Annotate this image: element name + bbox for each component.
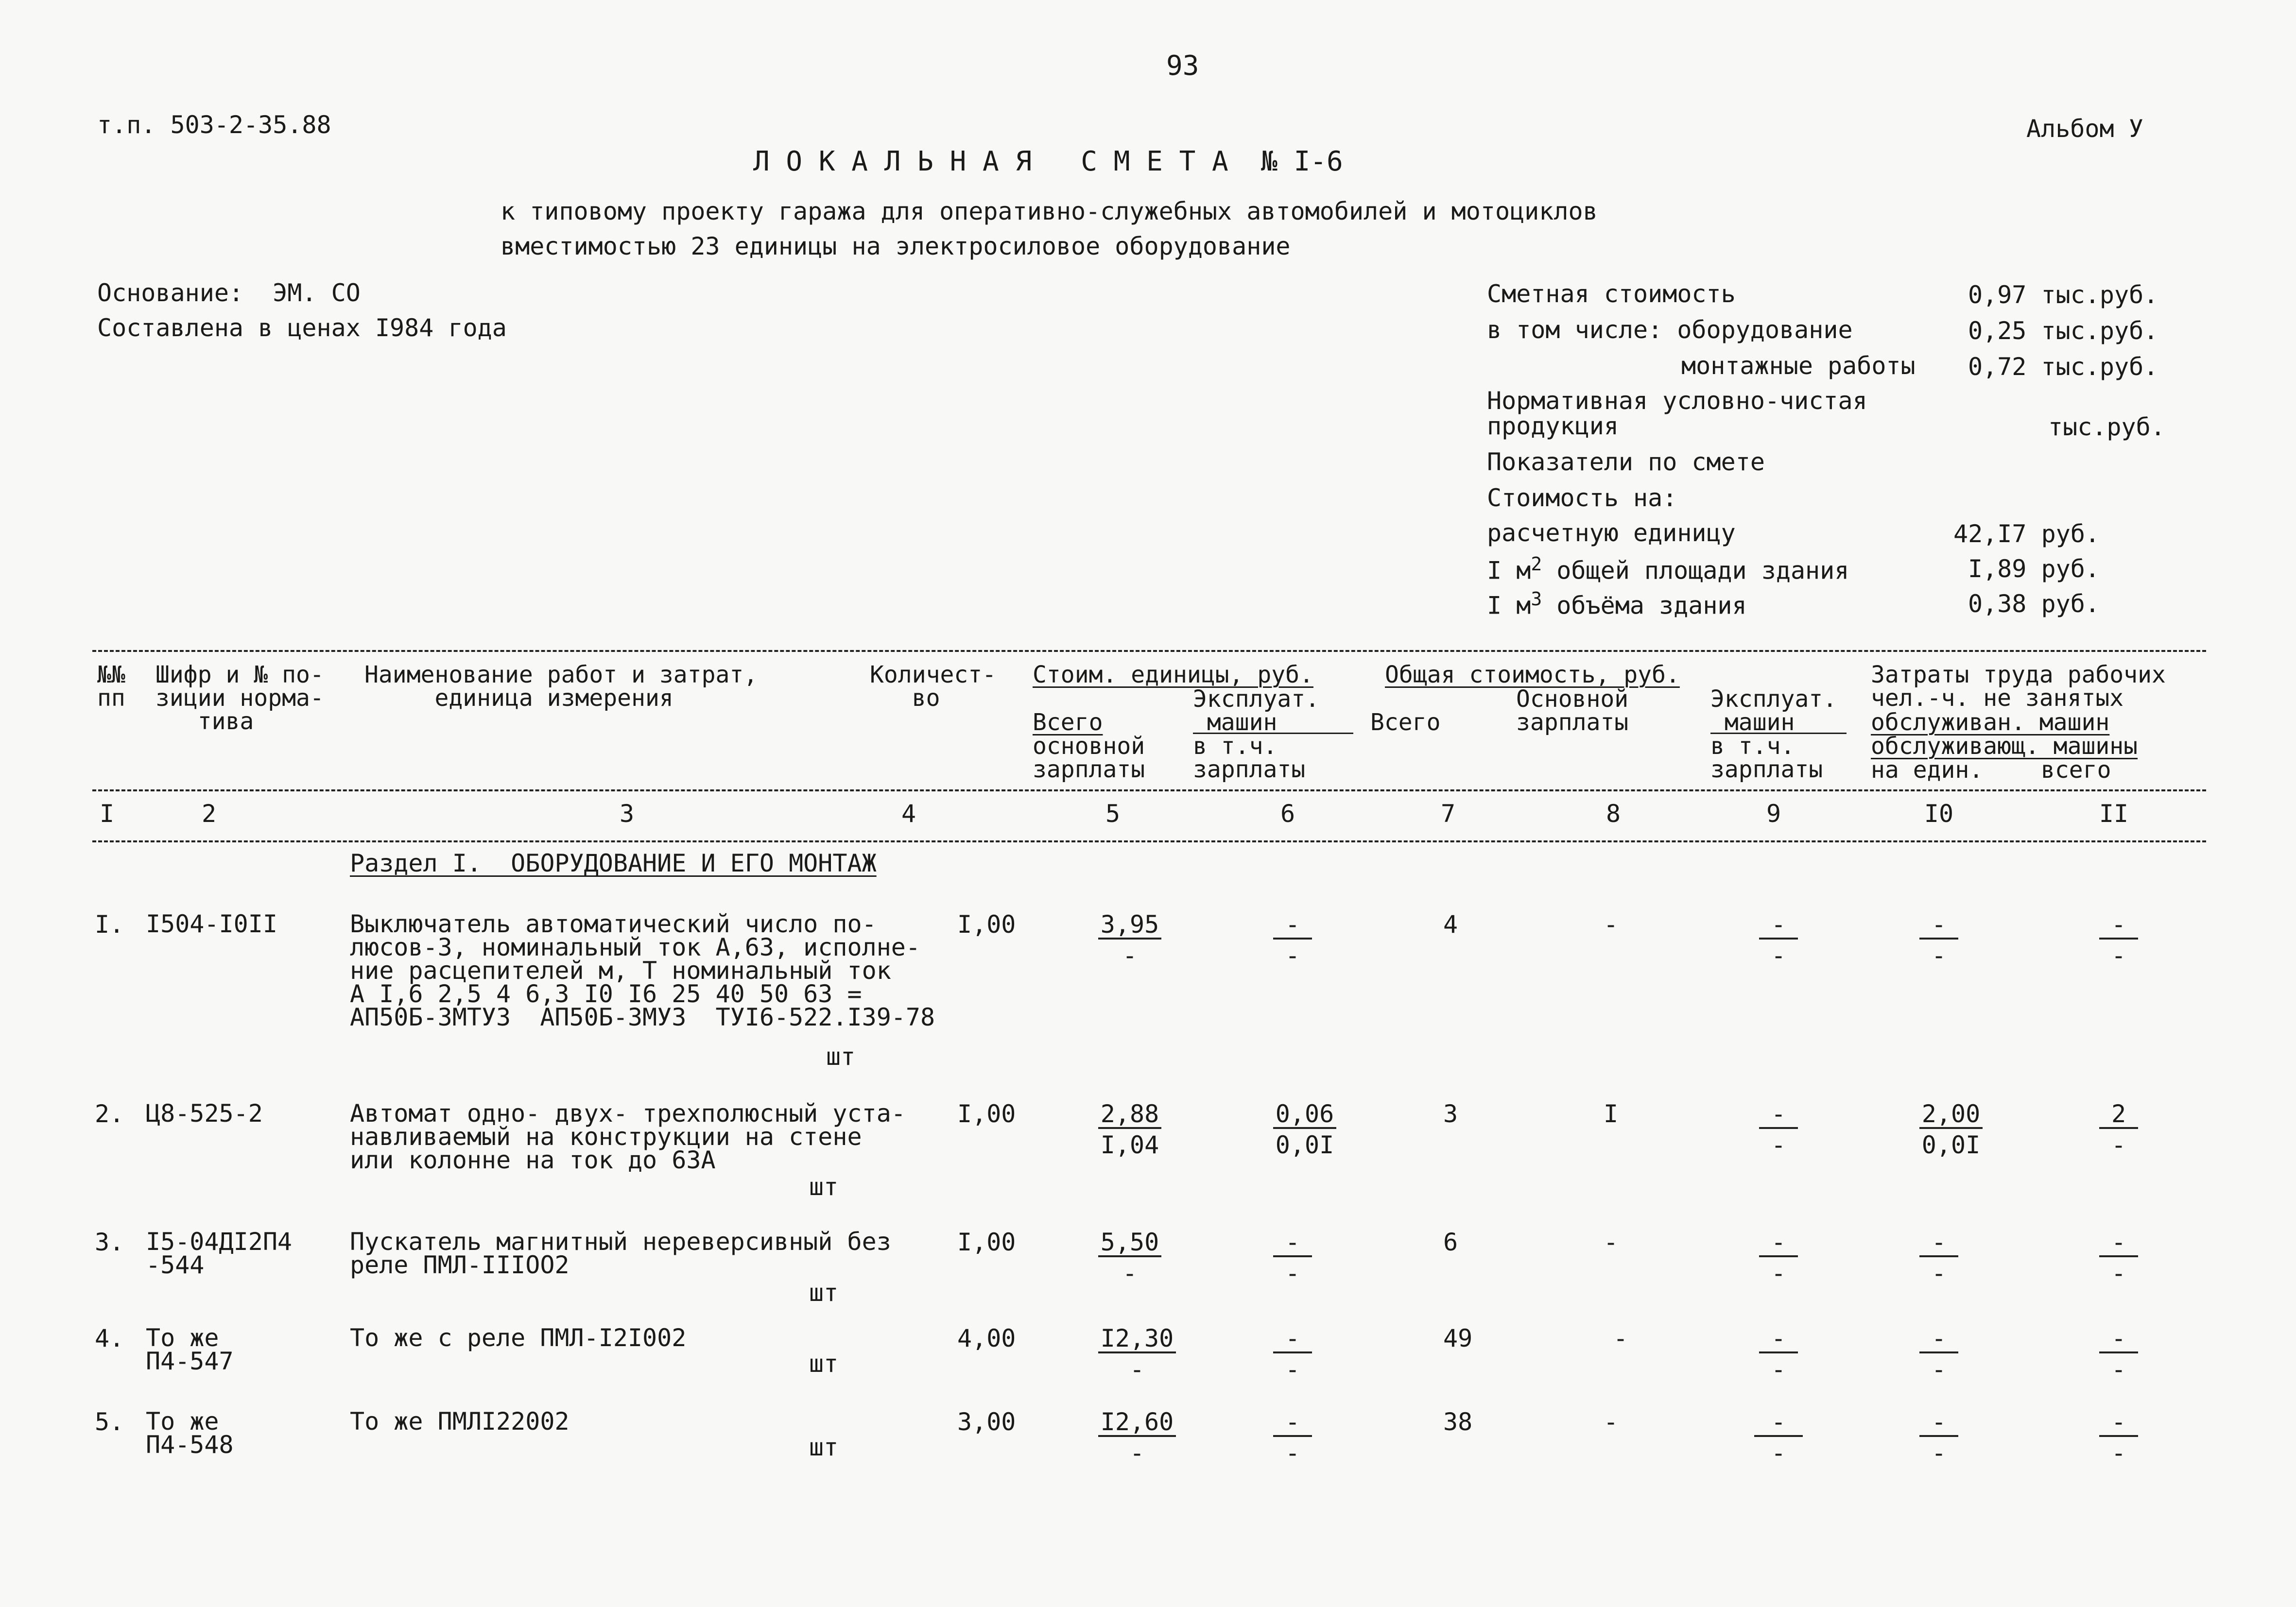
volume-cost-value: 0,38 руб. [1968, 590, 2100, 618]
row-name: Пускатель магнитный нереверсивный без реле ПМЛ-IIIOO2 [350, 1228, 891, 1279]
equipment-label: в том числе: оборудование [1487, 316, 1853, 344]
col-number-4: 4 [901, 800, 916, 828]
area-cost-value: I,89 руб. [1968, 555, 2100, 583]
col-header-number: №№ пп [97, 661, 125, 712]
row-unit-cost: 3,95 - [1098, 912, 1161, 968]
row-quantity: 4,00 [957, 1324, 1016, 1352]
row-total: 4 [1443, 910, 1458, 939]
row-unit-machines: - - [1273, 1230, 1312, 1285]
row-unit: шт [809, 1433, 839, 1461]
row-total-salary: - [1613, 1324, 1628, 1352]
header-middle-rule [92, 789, 2206, 791]
col-number-7: 7 [1440, 800, 1456, 828]
row-number: 2. [95, 1100, 124, 1128]
col-header-code: Шифр и № по- зиции норма- тива [155, 661, 324, 735]
col-header-total-machines: Эксплуат. машин [1710, 685, 1837, 736]
row-total-salary: - [1604, 910, 1619, 939]
row-unit-cost: I2,30 - [1098, 1326, 1176, 1382]
volume-cost-label: I $м^3$ объёма здания [1487, 588, 1747, 620]
row-total-machines: - - [1754, 1410, 1803, 1465]
row-labor-unit: - - [1919, 1410, 1958, 1465]
row-number: 5. [95, 1408, 124, 1436]
row-unit: шт [809, 1173, 839, 1201]
norm-production-label-1: Нормативная условно-чистая [1487, 387, 1867, 415]
row-unit: шт [809, 1279, 839, 1307]
col-number-10: I0 [1924, 800, 1954, 828]
col-header-unit-machines-salary: в т.ч. зарплаты [1193, 733, 1306, 783]
col-header-name: Наименование работ и затрат, единица измерения [364, 661, 758, 712]
row-unit-machines: - - [1273, 1410, 1312, 1465]
col-number-5: 5 [1105, 800, 1121, 828]
col-header-labor-total: всего [2041, 756, 2111, 784]
row-total: 3 [1443, 1100, 1458, 1128]
col-number-6: 6 [1280, 800, 1295, 828]
row-unit-machines: - - [1273, 1326, 1312, 1382]
row-unit-cost: I2,60 - [1098, 1410, 1176, 1465]
col-header-unit-total: Всего [1033, 709, 1103, 736]
estimated-cost-value: 0,97 тыс.руб. [1968, 281, 2158, 309]
row-total-machines: - - [1759, 1102, 1798, 1157]
header-bottom-rule [92, 840, 2206, 842]
col-header-unit-cost-group: Стоим. единицы, руб. [1033, 661, 1313, 688]
row-labor-total: 2 - [2099, 1102, 2138, 1157]
installation-value: 0,72 тыс.руб. [1968, 353, 2158, 381]
header-top-rule [92, 650, 2206, 652]
row-unit-machines: - - [1273, 912, 1312, 968]
price-level-text: Составлена в ценах I984 года [97, 314, 507, 342]
row-unit-machines: 0,06 0,0I [1273, 1102, 1336, 1157]
row-unit: шт [809, 1350, 839, 1378]
row-code: Ц8-525-2 [146, 1099, 263, 1128]
unit-cost-label: расчетную единицу [1487, 519, 1736, 547]
row-total-machines: - - [1759, 912, 1798, 968]
col-header-quantity: Количест- во [870, 661, 997, 712]
row-name: То же ПМЛI22002 [350, 1407, 570, 1436]
col-header-labor-service: обслуживан. машин [1871, 709, 2110, 736]
row-labor-total: - - [2099, 1230, 2138, 1285]
row-labor-unit: - - [1919, 1326, 1958, 1382]
col-header-labor-group: Затраты труда рабочих чел.-ч. не занятых [1871, 661, 2166, 712]
col-number-11: II [2099, 800, 2129, 828]
cost-per-label: Стоимость на: [1487, 484, 1677, 512]
row-code: I5-04ДI2П4 -544 [146, 1228, 293, 1279]
row-name: То же с реле ПМЛ-I2I002 [350, 1324, 687, 1352]
installation-label: монтажные работы [1681, 352, 1916, 380]
row-code: I504-I0II [146, 910, 277, 938]
document-title: Л О К А Л Ь Н А Я С М Е Т А № I-6 [753, 146, 1343, 177]
col-header-labor-service-2: обслуживающ. машины [1871, 733, 2138, 760]
row-labor-unit: - - [1919, 912, 1958, 968]
row-total-machines: - - [1759, 1326, 1798, 1382]
row-unit: шт [826, 1043, 856, 1071]
row-quantity: I,00 [957, 1228, 1016, 1256]
col-number-2: 2 [201, 800, 217, 828]
row-unit-cost: 2,88 I,04 [1098, 1102, 1161, 1157]
row-quantity: I,00 [957, 910, 1016, 939]
norm-production-label-2: продукция [1487, 412, 1619, 440]
row-total-salary: - [1604, 1228, 1619, 1256]
row-labor-total: - - [2099, 1326, 2138, 1382]
estimated-cost-label: Сметная стоимость [1487, 280, 1736, 308]
col-header-total-machines-salary: в т.ч. зарплаты [1710, 733, 1823, 783]
row-number: 4. [95, 1324, 124, 1352]
indicators-label: Показатели по смете [1487, 448, 1765, 476]
col-header-labor-unit: на един. [1871, 756, 1984, 784]
row-number: 3. [95, 1228, 124, 1256]
row-number: I. [95, 910, 124, 939]
row-labor-total: - - [2099, 1410, 2138, 1465]
row-quantity: 3,00 [957, 1408, 1016, 1436]
row-total-machines: - - [1759, 1230, 1798, 1285]
norm-production-value: тыс.руб. [2048, 413, 2165, 441]
row-total-salary: I [1604, 1100, 1619, 1128]
row-total: 6 [1443, 1228, 1458, 1256]
col-header-unit-salary: основной зарплаты [1033, 733, 1145, 783]
col-header-unit-machines: Эксплуат. машин [1193, 685, 1320, 736]
unit-cost-value: 42,I7 руб. [1953, 520, 2100, 548]
row-name: Выключатель автоматический число по- люсов-3, номинальный ток А,63, исполне- ние расцепителей м, Т номинальный ток А I,6 2,5 4 6,3 I0 I6 25 40 50 63 = АП50Б-3МТУ3 АП50Б-3МУ3 ТУI6-522.I39-78 [350, 910, 935, 1031]
row-unit-cost: 5,50 - [1098, 1230, 1161, 1285]
equipment-value: 0,25 тыс.руб. [1968, 317, 2158, 345]
col-header-total-salary: Основной зарплаты [1516, 685, 1629, 736]
row-total: 49 [1443, 1324, 1473, 1352]
row-total: 38 [1443, 1408, 1473, 1436]
row-quantity: I,00 [957, 1100, 1016, 1128]
area-cost-label: I $м^2$ общей площади здания [1487, 553, 1849, 585]
row-total-salary: - [1604, 1408, 1619, 1436]
row-labor-total: - - [2099, 912, 2138, 968]
basis-text: Основание: ЭМ. СО [97, 279, 361, 307]
col-header-total-cost-group: Общая стоимость, руб. [1385, 661, 1680, 688]
col-number-3: 3 [619, 800, 635, 828]
page-number: 93 [1166, 50, 1199, 82]
row-code: То же П4-547 [146, 1324, 234, 1375]
row-code: То же П4-548 [146, 1407, 234, 1459]
doc-code: т.п. 503-2-35.88 [97, 111, 331, 139]
subtitle-line-2: вместимостью 23 единицы на электросиловое оборудование [501, 232, 1291, 260]
subtitle-line-1: к типовому проекту гаража для оперативно-служебных автомобилей и мотоциклов [501, 197, 1598, 225]
col-number-8: 8 [1605, 800, 1621, 828]
col-number-1: I [99, 800, 115, 828]
row-labor-unit: 2,00 0,0I [1919, 1102, 1983, 1157]
row-name: Автомат одно- двух- трехполюсный уста- навливаемый на конструкции на стене или колонне на ток до 63А [350, 1099, 906, 1174]
album-label: Альбом У [2026, 115, 2143, 143]
col-number-9: 9 [1766, 800, 1781, 828]
col-header-total: Всего [1370, 709, 1441, 736]
section-title: Раздел I. ОБОРУДОВАНИЕ И ЕГО МОНТАЖ [350, 849, 877, 877]
row-labor-unit: - - [1919, 1230, 1958, 1285]
